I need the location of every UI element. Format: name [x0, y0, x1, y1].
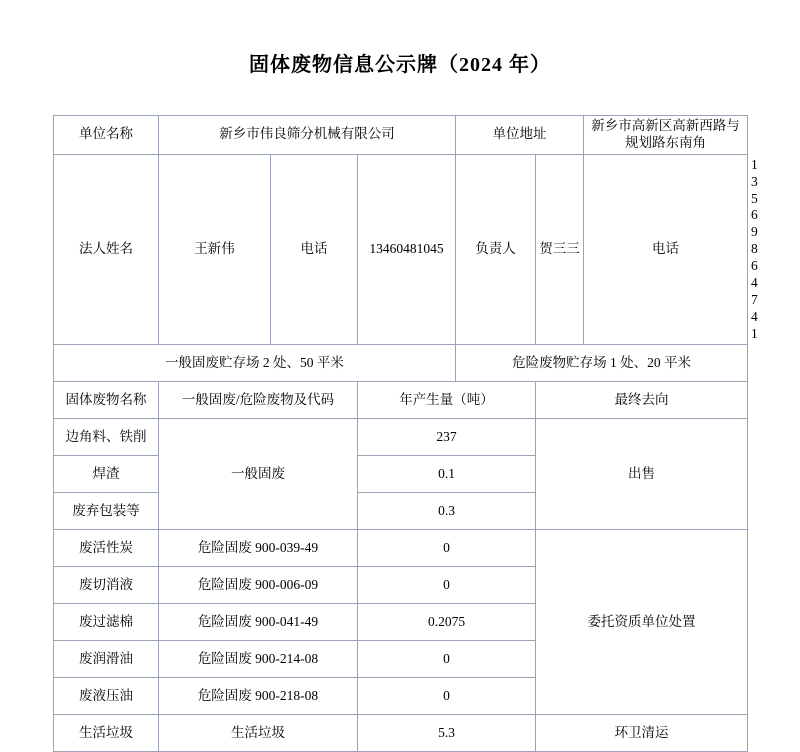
waste-name: 废弃包装等 — [54, 493, 159, 530]
waste-name: 焊渣 — [54, 456, 159, 493]
waste-name: 生活垃圾 — [54, 715, 159, 752]
table-row — [54, 419, 748, 456]
waste-code: 一般固废 — [159, 419, 358, 530]
header-annual-amount: 年产生量（吨） — [358, 382, 536, 419]
waste-name: 废液压油 — [54, 678, 159, 715]
waste-amount: 0.2075 — [358, 604, 536, 641]
legal-phone-label: 电话 — [271, 154, 358, 345]
document-page — [0, 48, 800, 740]
waste-code: 危险固废 900-039-49 — [159, 530, 358, 567]
table-row — [54, 345, 748, 382]
waste-code: 生活垃圾 — [159, 715, 358, 752]
address-label: 单位地址 — [456, 116, 584, 155]
legal-value: 王新伟 — [159, 154, 271, 345]
manager-phone-number: 13569864741 — [751, 156, 758, 341]
company-label: 单位名称 — [54, 116, 159, 155]
waste-amount: 0 — [358, 567, 536, 604]
waste-destination: 出售 — [536, 419, 748, 530]
waste-amount: 0 — [358, 641, 536, 678]
waste-info-table — [53, 115, 758, 752]
address-value: 新乡市高新区高新西路与规划路东南角 — [584, 116, 748, 155]
waste-code: 危险固废 900-218-08 — [159, 678, 358, 715]
waste-amount: 0.1 — [358, 456, 536, 493]
waste-amount: 0 — [358, 530, 536, 567]
table-row — [54, 530, 748, 567]
waste-name: 边角料、铁削 — [54, 419, 159, 456]
waste-code: 危险固废 900-214-08 — [159, 641, 358, 678]
manager-phone-label: 电话 — [584, 154, 748, 345]
manager-value: 贺三三 — [536, 154, 584, 345]
waste-name: 废润滑油 — [54, 641, 159, 678]
waste-destination: 委托资质单位处置 — [536, 530, 748, 715]
manager-label: 负责人 — [456, 154, 536, 345]
header-destination: 最终去向 — [536, 382, 748, 419]
hazard-storage-info: 危险废物贮存场 1 处、20 平米 — [456, 345, 748, 382]
waste-amount: 0 — [358, 678, 536, 715]
company-value: 新乡市伟良筛分机械有限公司 — [159, 116, 456, 155]
table-row — [54, 116, 748, 155]
general-storage-info: 一般固废贮存场 2 处、50 平米 — [54, 345, 456, 382]
waste-amount: 0.3 — [358, 493, 536, 530]
waste-amount: 237 — [358, 419, 536, 456]
table-row — [54, 154, 748, 345]
page-title: 固体废物信息公示牌（2024 年） — [249, 54, 551, 76]
waste-destination: 环卫清运 — [536, 715, 748, 752]
waste-name: 废过滤棉 — [54, 604, 159, 641]
waste-info-table-wrapper — [53, 115, 758, 752]
table-header-row — [54, 382, 748, 419]
table-row — [54, 715, 748, 752]
waste-name: 废切消液 — [54, 567, 159, 604]
waste-name: 废活性炭 — [54, 530, 159, 567]
waste-code: 危险固废 900-041-49 — [159, 604, 358, 641]
legal-phone-value: 13460481045 — [358, 154, 456, 345]
waste-code: 危险固废 900-006-09 — [159, 567, 358, 604]
legal-label: 法人姓名 — [54, 154, 159, 345]
waste-amount: 5.3 — [358, 715, 536, 752]
header-waste-code: 一般固废/危险废物及代码 — [159, 382, 358, 419]
header-waste-name: 固体废物名称 — [54, 382, 159, 419]
